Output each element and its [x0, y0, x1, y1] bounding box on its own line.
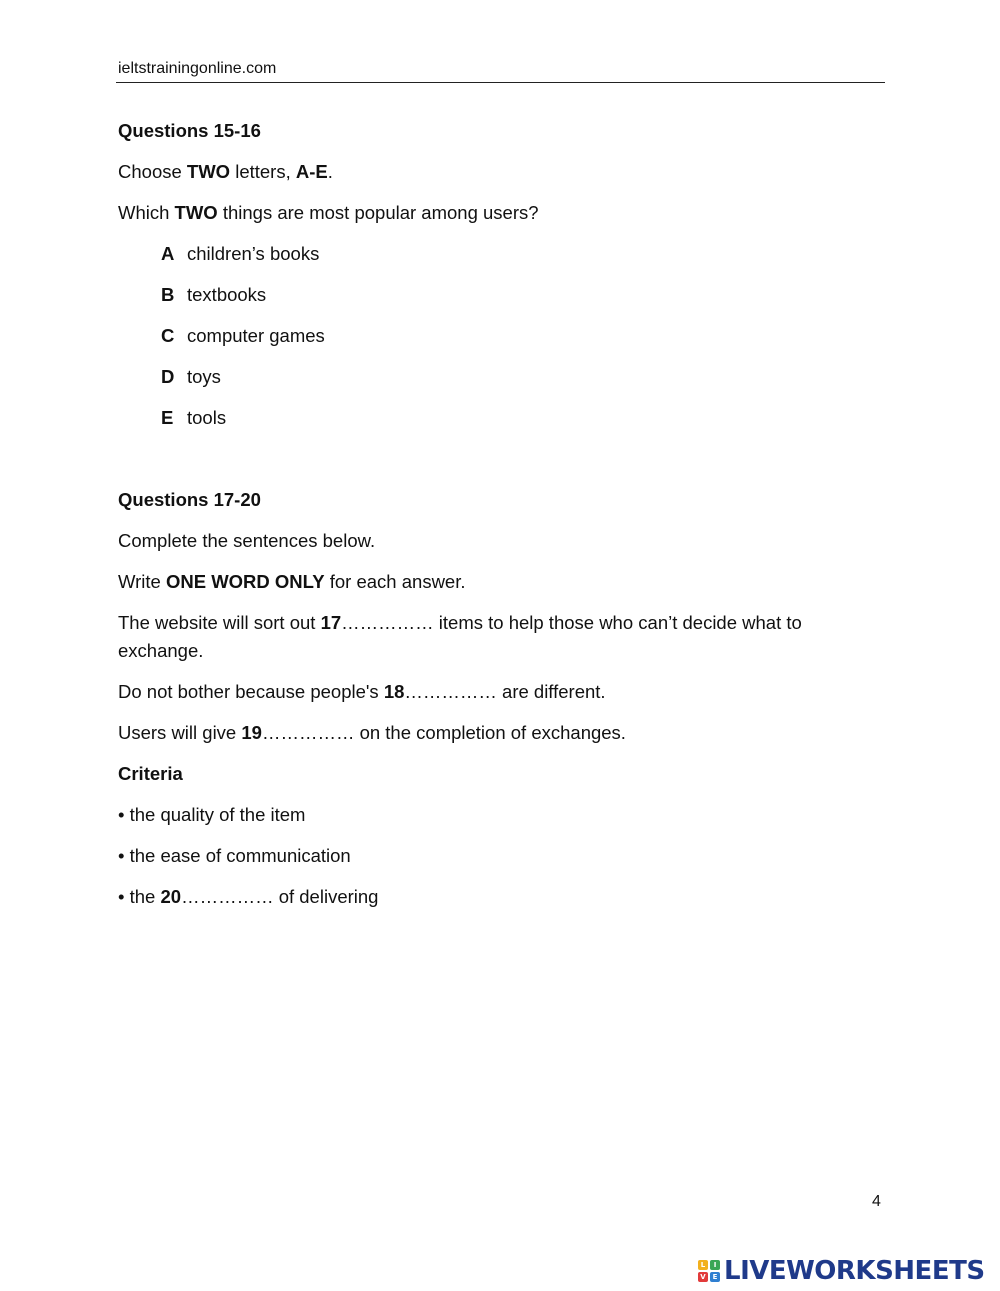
liveworksheets-logo [698, 1257, 985, 1285]
option-text: computer games [187, 325, 325, 346]
section1-question: Which TWO things are most popular among users? [118, 202, 539, 223]
section1-instruction: Choose TWO letters, A-E. [118, 161, 333, 182]
answer-blank-17[interactable]: …………… [341, 612, 434, 633]
sentence-18: Do not bother because people's 18…………… are different. [118, 681, 606, 702]
section2-title: Questions 17-20 [118, 489, 261, 510]
logo-tiles-icon [698, 1260, 720, 1282]
logo-tile: L [698, 1260, 708, 1270]
option-c [161, 325, 325, 347]
question-number-18: 18 [383, 681, 405, 702]
option-letter: E [161, 407, 174, 428]
section1-title: Questions 15-16 [118, 120, 261, 141]
sentence-17-line2: exchange. [118, 640, 204, 661]
option-a [161, 243, 319, 265]
answer-blank-20[interactable]: …………… [181, 886, 274, 907]
question-number-20: 20 [160, 886, 182, 907]
option-e [161, 407, 226, 429]
header-site: ieltstrainingonline.com [118, 60, 277, 77]
option-letter: D [161, 366, 175, 387]
sentence-17: The website will sort out 17…………… items to help those who can’t decide what to [118, 612, 802, 633]
sentence-19: Users will give 19…………… on the completion of exchanges. [118, 722, 626, 743]
section2-instruction2: Write ONE WORD ONLY for each answer. [118, 571, 466, 592]
answer-blank-19[interactable]: …………… [261, 722, 355, 743]
criteria-bullet: • the quality of the item [118, 804, 306, 825]
option-letter: A [161, 243, 175, 264]
option-b [161, 284, 266, 306]
criteria-bullet-20: • the 20…………… of delivering [118, 886, 379, 907]
header-divider [116, 82, 885, 83]
page-number: 4 [872, 1193, 881, 1210]
question-number-17: 17 [320, 612, 342, 633]
option-text: children’s books [187, 243, 320, 264]
option-d [161, 366, 221, 388]
section2-instruction1: Complete the sentences below. [118, 530, 376, 551]
logo-tile: I [710, 1260, 720, 1270]
option-letter: B [161, 284, 175, 305]
option-text: toys [187, 366, 221, 387]
criteria-title: Criteria [118, 763, 183, 784]
option-letter: C [161, 325, 175, 346]
question-number-19: 19 [241, 722, 262, 743]
logo-tile: E [710, 1272, 720, 1282]
logo-tile: V [698, 1272, 708, 1282]
criteria-bullet: • the ease of communication [118, 845, 351, 866]
option-text: tools [187, 407, 227, 428]
answer-blank-18[interactable]: …………… [404, 681, 497, 702]
logo-brand-text: LIVEWORKSHEETS [724, 1256, 985, 1286]
option-text: textbooks [187, 284, 267, 305]
